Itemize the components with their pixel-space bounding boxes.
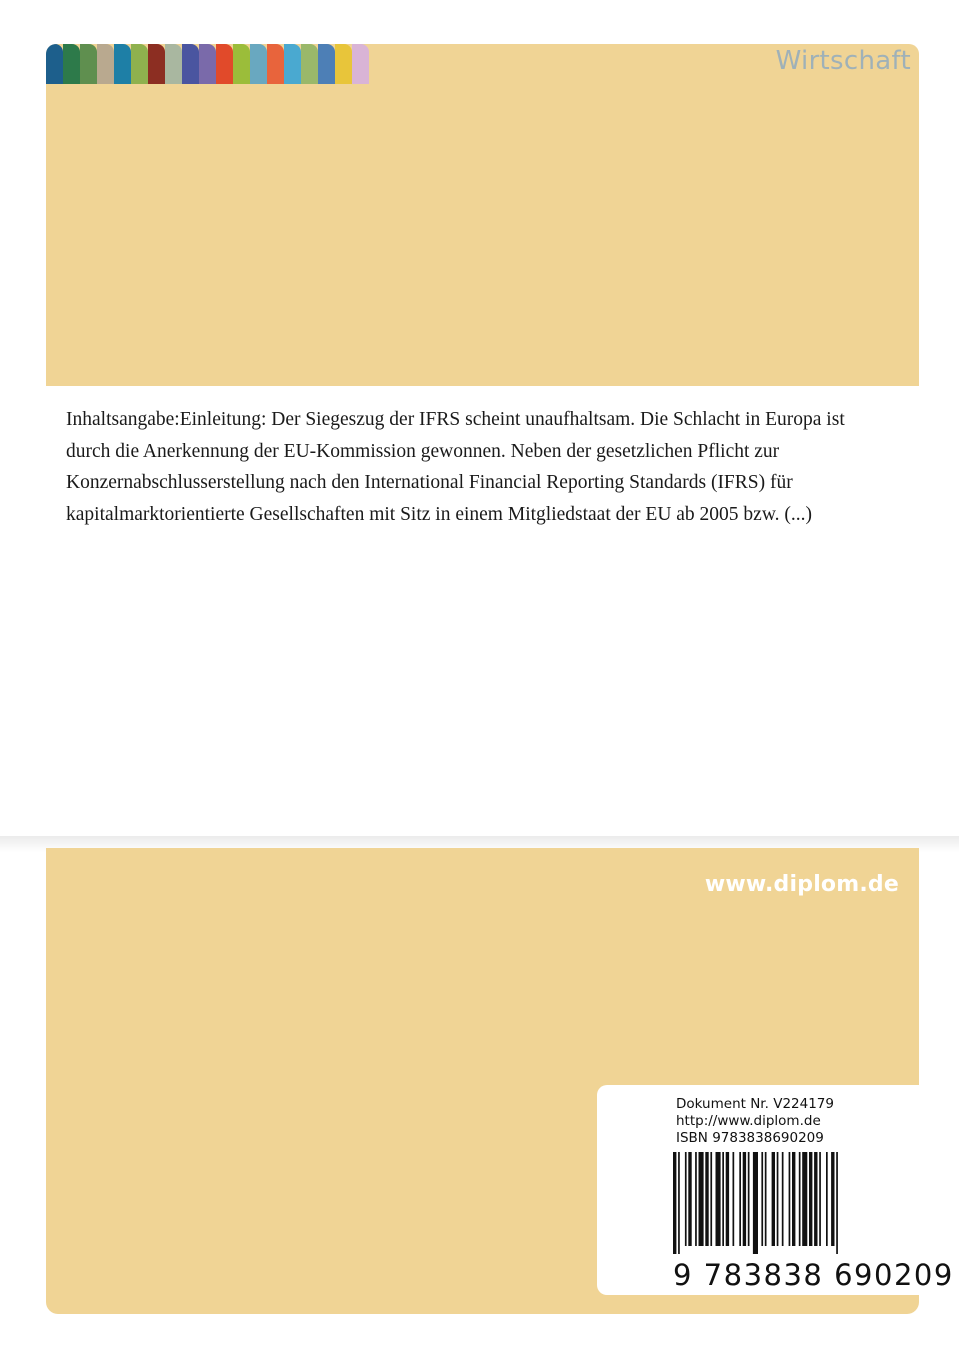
barcode-digits: 9 783838 690209 [673,1258,954,1292]
description-text: Inhaltsangabe:Einleitung: Der Siegeszug der IFRS scheint unaufhaltsam. Die Schlacht in Europa ist durch die Anerkennung der EU-Kommission gewonnen. Neben der gesetzlichen Pflicht zur Konzernabschlusserstellung nach den International Financial Reporting Standards (IFRS) für kapitalmarktorientierte Gesellschaften mit Sitz in einem Mitgliedstaat der EU ab 2005 bzw. (...) [66,409,845,525]
color-tab [318,44,335,84]
barcode-bar [722,1152,724,1246]
barcode-bar [688,1152,691,1246]
color-tab [182,44,199,84]
color-tab [114,44,131,84]
color-tab [131,44,148,84]
top-cover-panel [46,44,919,386]
color-tab [216,44,233,84]
barcode-bar [695,1152,697,1246]
barcode-bar [678,1152,680,1254]
barcode-bar [733,1152,735,1246]
barcode-bar [685,1152,687,1246]
barcode-bar [699,1152,704,1246]
isbn-info [676,1096,834,1147]
barcode-bar [710,1152,712,1246]
barcode-icon [671,1152,903,1254]
barcode-bar [799,1152,801,1246]
barcode-bar [716,1152,721,1246]
publisher-url: www.diplom.de [704,872,899,897]
color-tab [233,44,250,84]
barcode-bar [753,1152,758,1254]
color-tab [267,44,284,84]
color-tab [301,44,318,84]
isbn-url: http://www.diplom.de [676,1113,821,1129]
barcode-bar [792,1152,795,1246]
color-tab [97,44,114,84]
color-tab [148,44,165,84]
barcode-bar [726,1152,729,1246]
barcode-bar [748,1152,750,1246]
barcode-bar [789,1152,791,1246]
color-tab [46,44,63,84]
color-tab [335,44,352,84]
document-number: Dokument Nr. V224179 [676,1096,834,1112]
color-tab [80,44,97,84]
color-tab [352,44,369,84]
barcode-bar [761,1152,763,1246]
barcode-bar [819,1152,821,1246]
color-tab [284,44,301,84]
color-tab [250,44,267,84]
barcode-bar [777,1152,779,1246]
barcode-bar [836,1152,838,1254]
color-tab [63,44,80,84]
barcode-bar [782,1152,784,1246]
color-tab-strip [46,44,386,84]
barcode-bar [814,1152,817,1246]
category-label: Wirtschaft [775,46,911,76]
barcode-bar [826,1152,828,1246]
barcode-bar [673,1152,676,1254]
barcode-bar [739,1152,741,1246]
barcode-bar [772,1152,775,1246]
color-tab [199,44,216,84]
barcode-bar [831,1152,834,1246]
isbn-number: ISBN 9783838690209 [676,1130,824,1146]
barcode-bar [809,1152,812,1246]
barcode-bar [743,1152,746,1246]
barcode-bar [705,1152,708,1246]
barcode-bar [765,1152,767,1246]
barcode-bar [802,1152,807,1246]
color-tab [165,44,182,84]
